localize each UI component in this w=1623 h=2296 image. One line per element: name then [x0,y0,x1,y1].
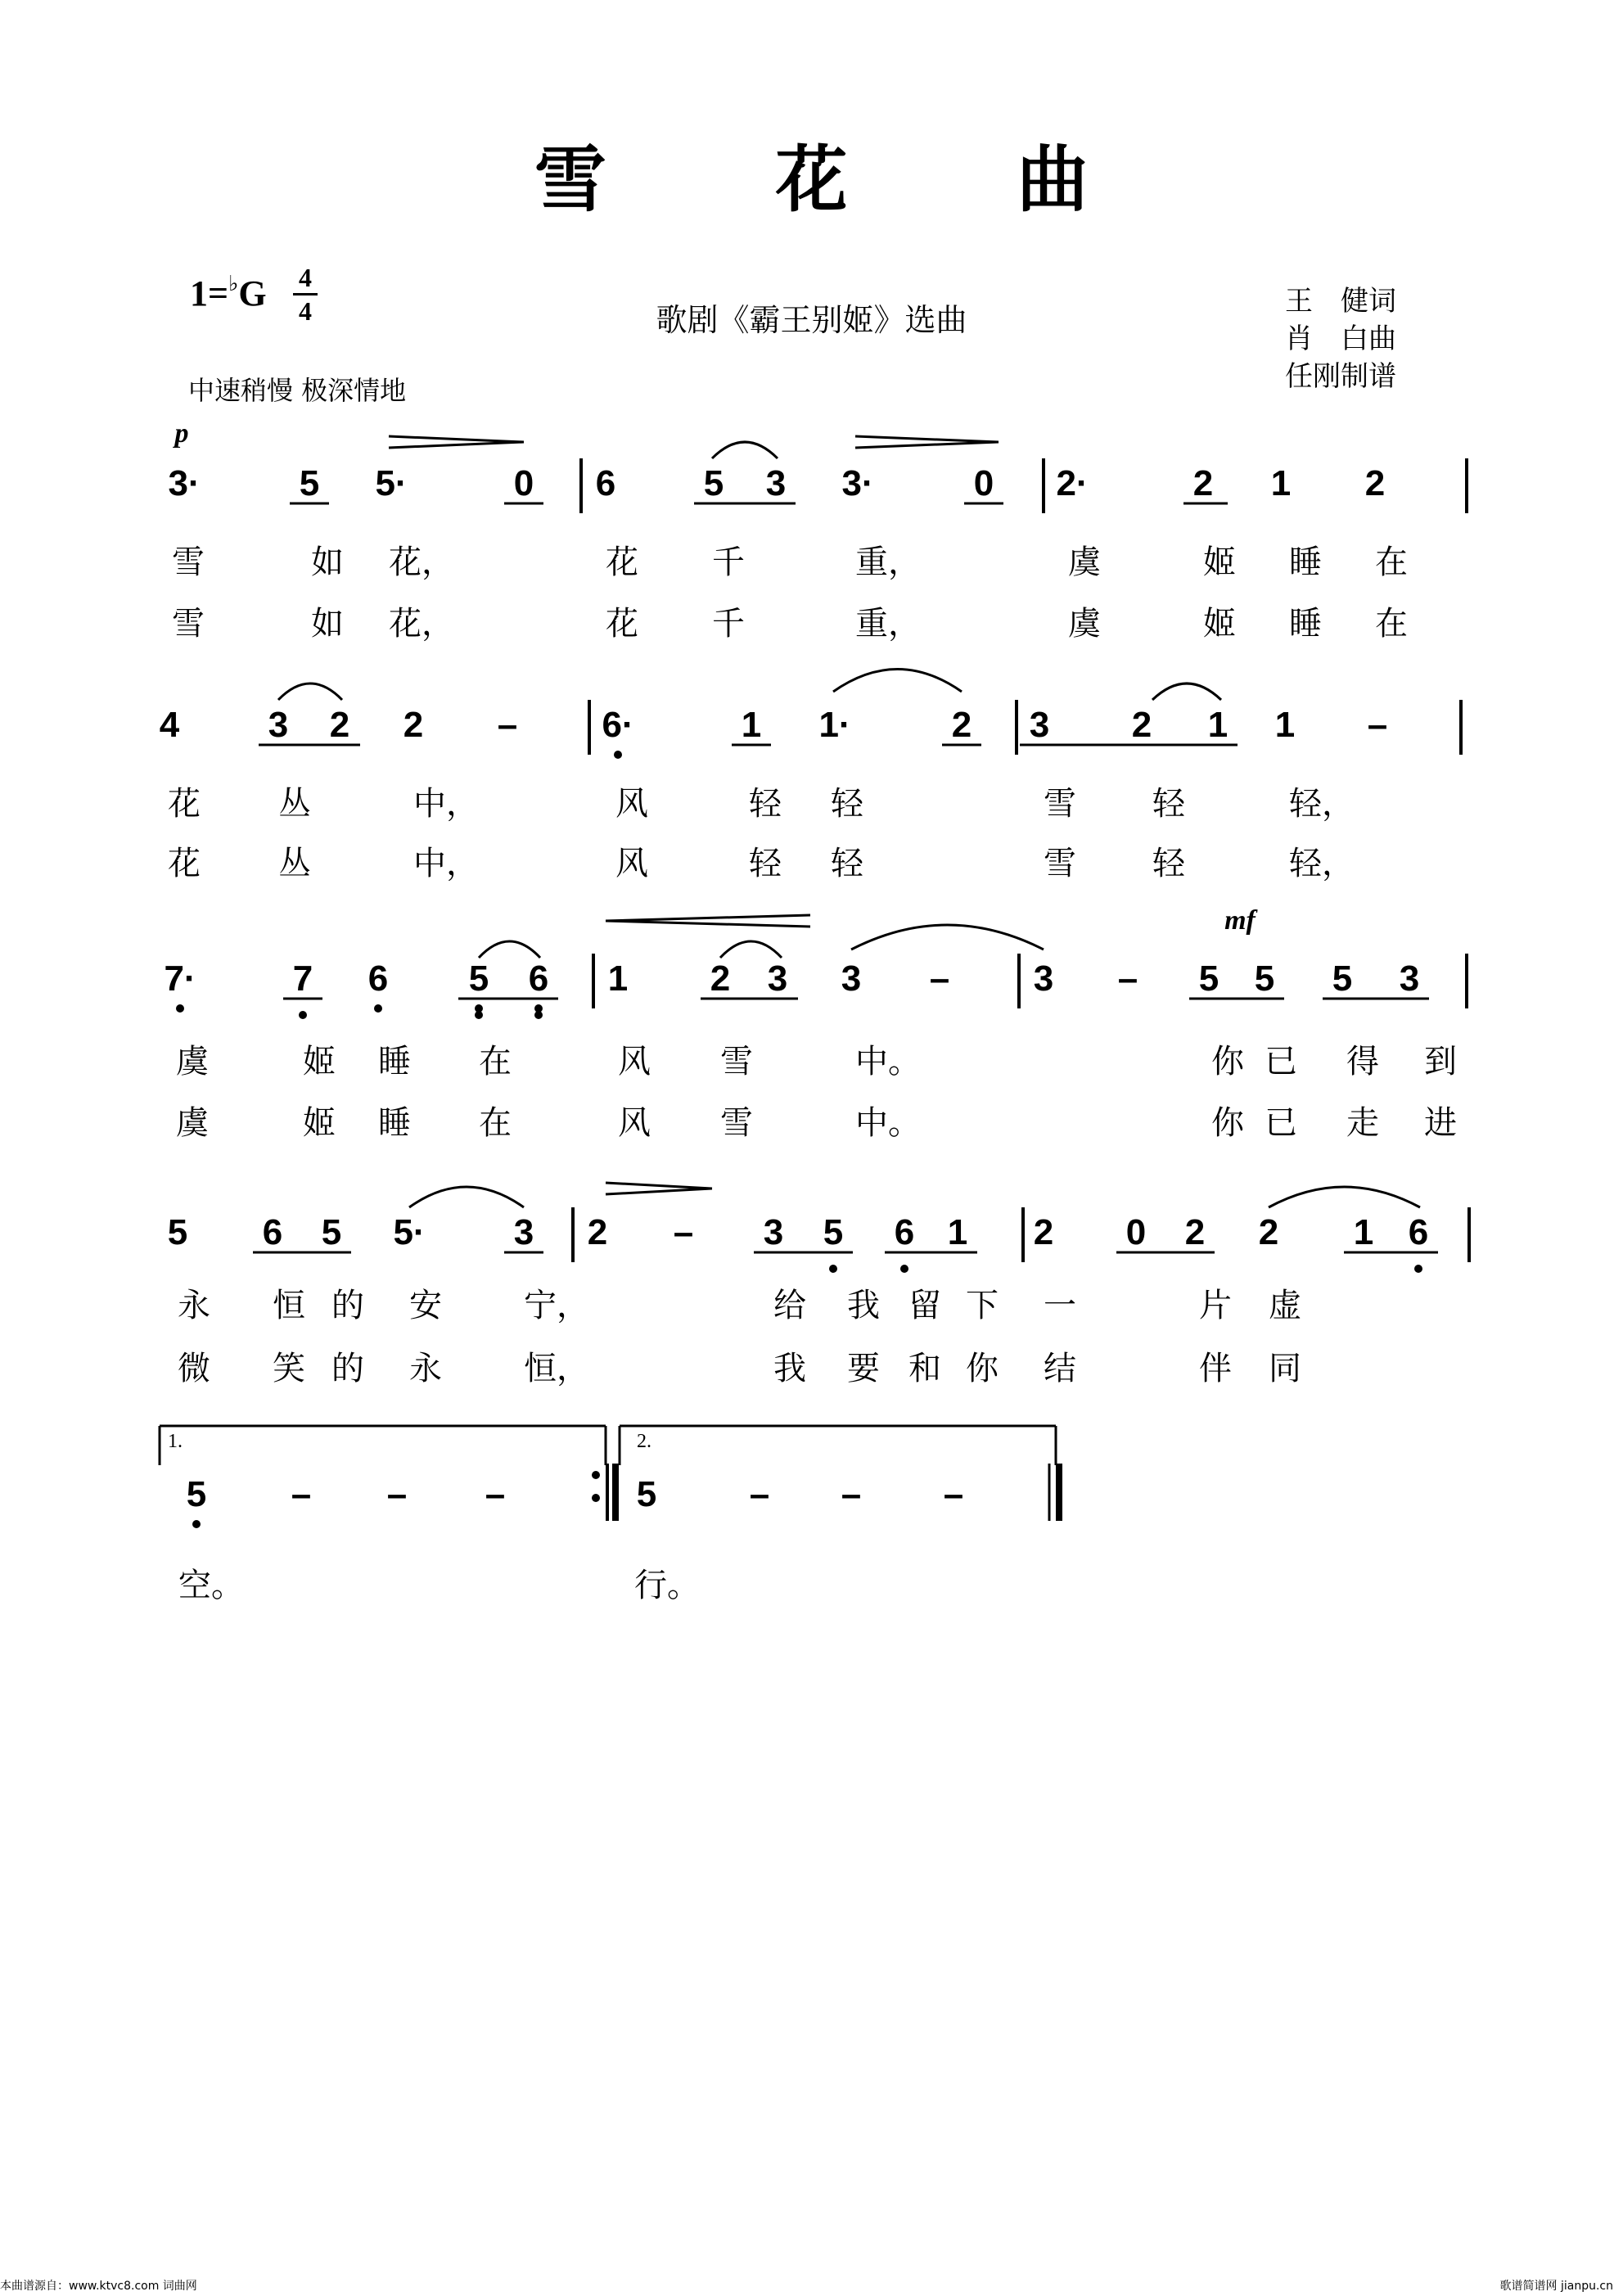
note: 2 [1192,463,1214,503]
note: – [1367,705,1388,745]
note: 5· [393,1212,426,1252]
lower-octave-dot [1414,1265,1422,1273]
note: 7· [164,959,196,999]
note: 3 [841,959,862,999]
slur [712,442,778,458]
lyric-verse2: 轻， [1289,845,1355,882]
lyric-verse1: 的 [331,1287,364,1324]
note: 3 [513,1212,534,1252]
note: – [1117,959,1138,999]
lyric-verse2: 行。 [634,1567,700,1604]
note: 6 [367,959,389,999]
decrescendo-mark [606,1189,712,1194]
note: 5 [321,1212,342,1252]
note: 3 [1399,959,1420,999]
crescendo-mark [606,915,810,921]
note: 6· [602,705,634,745]
note: – [386,1474,408,1514]
lower-octave-dot [829,1265,837,1273]
lyric-verse1: 永 [178,1287,210,1324]
note: 2 [1364,463,1386,503]
footer-site: 歌谱简谱网 jianpu.cn [1499,2280,1613,2293]
slur [1269,1187,1420,1207]
lyric-verse2: 伴 [1199,1350,1232,1387]
note: 0 [1125,1212,1147,1252]
note: 4 [159,705,180,745]
lyric-verse2: 进 [1424,1104,1457,1142]
lyric-verse2: 轻 [749,845,782,882]
note: 5· [375,463,408,503]
lyric-verse2: 你 [1211,1104,1244,1142]
lyric-verse2: 雪 [1044,845,1076,882]
slur [833,670,962,692]
lyric-verse1: 虞 [176,1043,209,1080]
decrescendo-mark [606,1183,712,1189]
lyric-verse1: 轻 [1152,785,1185,823]
note: 5 [299,463,320,503]
lyric-verse1: 给 [773,1287,806,1324]
lyric-verse1: 重， [855,544,921,581]
lyric-verse2: 姬 [303,1104,336,1142]
volta-label: 1. [168,1431,183,1452]
note: 5 [1254,959,1275,999]
transcriber: 任刚制谱 [1285,360,1396,393]
lyric-verse1: 中。 [855,1043,921,1080]
note: 5 [1198,959,1220,999]
lower-octave-dot [299,1011,307,1019]
tempo-marking: 中速稍慢 极深情地 [188,375,407,406]
lyric-verse1: 姬 [1203,544,1236,581]
note: 5 [823,1212,844,1252]
note: 5 [167,1212,188,1252]
lyric-verse2: 虞 [1068,605,1101,643]
lyric-verse1: 睡 [1289,544,1322,581]
note: 0 [973,463,994,503]
note: 2 [1033,1212,1054,1252]
note: – [485,1474,506,1514]
note: – [929,959,950,999]
note: 1 [1270,463,1292,503]
lyric-verse1: 下 [966,1287,999,1324]
note: 2· [1056,463,1089,503]
slur [851,925,1044,950]
note: 3 [1033,959,1054,999]
lyric-verse2: 轻 [1152,845,1185,882]
lyric-verse1: 空。 [178,1567,244,1604]
note: – [841,1474,862,1514]
note: 1 [1353,1212,1374,1252]
lyric-verse2: 的 [331,1350,364,1387]
lyric-verse1: 留 [908,1287,941,1324]
lyric-verse2: 已 [1265,1104,1297,1142]
note: – [749,1474,770,1514]
lyric-verse1: 雪 [720,1043,753,1080]
note: 2 [1258,1212,1279,1252]
lyric-verse2: 睡 [1289,605,1322,643]
lyric-verse1: 宁， [524,1287,589,1324]
key-prefix: 1= [190,273,229,314]
flat-symbol: ♭ [228,272,239,295]
lyric-verse2: 花 [168,845,201,882]
note: 1· [818,705,851,745]
lyric-verse1: 中， [413,785,479,823]
note: 5 [468,959,489,999]
note: 5 [703,463,724,503]
lyric-verse1: 虚 [1269,1287,1301,1324]
lyricist: 王 健词 [1285,285,1396,318]
lyric-verse2: 微 [178,1350,210,1387]
note: 5 [1332,959,1353,999]
lyric-verse1: 花， [389,544,454,581]
volta-label: 2. [637,1431,651,1452]
repeat-dot [592,1471,600,1479]
lyric-verse1: 姬 [303,1043,336,1080]
lyric-verse2: 风 [618,1104,651,1142]
lyric-verse1: 片 [1199,1287,1232,1324]
lower-octave-dot [614,751,622,759]
lyric-verse2: 永 [409,1350,442,1387]
lyric-verse2: 睡 [378,1104,411,1142]
lyric-verse1: 风 [618,1043,651,1080]
lyric-verse1: 在 [1375,544,1408,581]
dynamic-p: p [174,418,189,449]
note: 3 [765,463,787,503]
note: 2 [329,705,350,745]
lyric-verse2: 花 [606,605,638,643]
note: 2 [587,1212,608,1252]
lyric-verse2: 和 [908,1350,941,1387]
lyric-verse1: 轻 [749,785,782,823]
note: 3 [763,1212,784,1252]
note: 6 [595,463,616,503]
repeat-dot [592,1494,600,1502]
lyric-verse1: 风 [615,785,648,823]
note: – [497,705,518,745]
lyric-verse1: 恒 [273,1287,305,1324]
note: – [673,1212,694,1252]
note: – [943,1474,964,1514]
note: 1 [741,705,762,745]
slur [479,941,540,958]
note: 1 [607,959,629,999]
time-sig-bottom: 4 [299,296,312,326]
lyric-verse2: 雪 [172,605,205,643]
note: 1 [947,1212,968,1252]
lyric-verse1: 丛 [278,785,311,823]
note: 6 [894,1212,915,1252]
note: 1 [1207,705,1229,745]
lyric-verse1: 在 [479,1043,512,1080]
note: 2 [403,705,424,745]
lyric-verse1: 得 [1346,1043,1379,1080]
lyric-verse2: 笑 [273,1350,305,1387]
note: 2 [1184,1212,1206,1252]
decrescendo-mark [855,442,999,448]
slur [1152,683,1221,700]
key-note: G [238,273,267,314]
note: 7 [292,959,313,999]
slur [720,941,782,958]
lyric-verse2: 重， [855,605,921,643]
lyric-verse2: 丛 [278,845,311,882]
lyric-verse1: 虞 [1068,544,1101,581]
lyric-verse1: 睡 [378,1043,411,1080]
crescendo-mark [606,921,810,927]
lyric-verse2: 结 [1044,1350,1076,1387]
lyric-verse2: 风 [615,845,648,882]
lyric-verse2: 轻 [831,845,863,882]
note: 3 [1029,705,1050,745]
lyric-verse1: 雪 [172,544,205,581]
subtitle: 歌剧《霸王别姬》选曲 [656,302,967,338]
lower-octave-dot [374,1004,382,1013]
lyric-verse1: 千 [712,544,745,581]
note: 2 [951,705,972,745]
lower-octave-dot [192,1520,201,1528]
page-title: 雪 花 曲 [534,137,1161,222]
lyric-verse1: 花 [168,785,201,823]
lyric-verse2: 我 [773,1350,806,1387]
lyric-verse2: 中。 [855,1104,921,1142]
lyric-verse1: 我 [847,1287,880,1324]
note: 1 [1274,705,1296,745]
lyric-verse2: 恒， [524,1350,589,1387]
lyric-verse2: 花， [389,605,454,643]
lyric-verse2: 走 [1346,1104,1379,1142]
lyric-verse1: 花 [606,544,638,581]
lyric-verse1: 如 [311,544,344,581]
lyric-verse2: 虞 [176,1104,209,1142]
lower-octave-dot [534,1004,543,1013]
lyric-verse2: 要 [847,1350,880,1387]
lower-octave-dot [176,1004,184,1013]
lower-octave-dot [900,1265,908,1273]
slur [278,683,342,700]
lyric-verse1: 轻 [831,785,863,823]
lyric-verse2: 如 [311,605,344,643]
note: 6 [528,959,549,999]
lyric-verse2: 中， [413,845,479,882]
note: 3 [268,705,289,745]
lyric-verse1: 到 [1424,1043,1457,1080]
note: – [291,1474,312,1514]
note: 3· [168,463,201,503]
lyric-verse1: 你 [1211,1043,1244,1080]
note: 5 [636,1474,657,1514]
lyric-verse2: 千 [712,605,745,643]
decrescendo-mark [389,442,524,448]
decrescendo-mark [389,436,524,442]
note: 2 [710,959,731,999]
note: 5 [186,1474,207,1514]
lyric-verse1: 一 [1044,1287,1076,1324]
lower-octave-dot [475,1004,483,1013]
lyric-verse1: 雪 [1044,785,1076,823]
note: 2 [1131,705,1152,745]
lyric-verse2: 同 [1269,1350,1301,1387]
footer-source: 本曲谱源自：www.ktvc8.com 词曲网 [0,2280,197,2293]
note: 6 [1408,1212,1429,1252]
lyric-verse2: 姬 [1203,605,1236,643]
note: 3 [767,959,788,999]
decrescendo-mark [855,436,999,442]
lyric-verse2: 你 [966,1350,999,1387]
time-sig-top: 4 [299,263,312,292]
lyric-verse2: 在 [1375,605,1408,643]
dynamic-mf: mf [1224,905,1256,936]
note: 0 [513,463,534,503]
lyric-verse2: 雪 [720,1104,753,1142]
lyric-verse1: 已 [1265,1043,1297,1080]
note: 6 [262,1212,283,1252]
lyric-verse2: 在 [479,1104,512,1142]
lyric-verse1: 轻， [1289,785,1355,823]
slur [409,1187,524,1207]
note: 3· [841,463,874,503]
composer: 肖 白曲 [1285,323,1396,355]
lyric-verse1: 安 [409,1287,442,1324]
